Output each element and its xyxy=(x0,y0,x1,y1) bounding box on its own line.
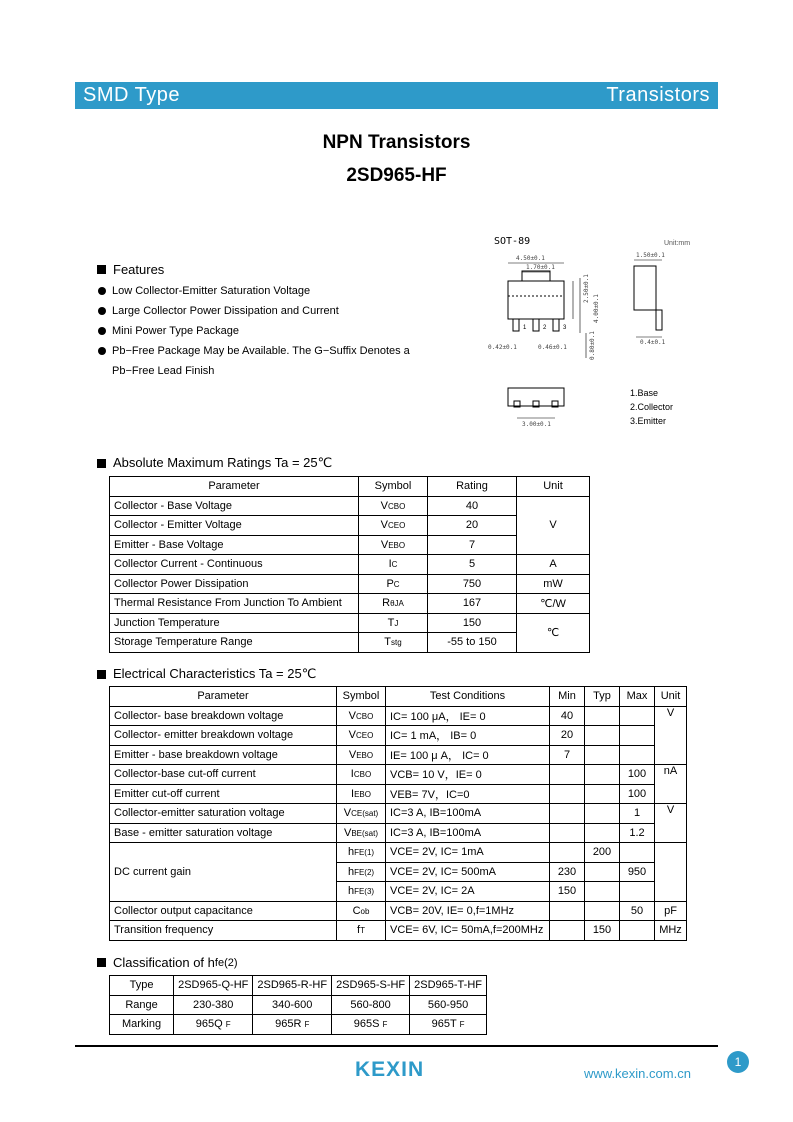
table-header-row: Type 2SD965-Q-HF 2SD965-R-HF 2SD965-S-HF 2SD965-T-HF xyxy=(110,976,487,996)
pin-list xyxy=(630,386,673,428)
table-row: Collector Current - Continuous IC 5 A xyxy=(110,555,590,575)
kexin-logo: KEXIN xyxy=(355,1058,425,1081)
bullet-square-icon xyxy=(97,670,106,679)
table-row: Marking 965Q F 965R F 965S F 965T F xyxy=(110,1015,487,1035)
elec-heading: Electrical Characteristics Ta = 25℃ xyxy=(97,666,316,682)
dim-width: 4.50±0.1 xyxy=(516,255,545,262)
lead-3 xyxy=(553,319,559,331)
dim-pitch: 3.00±0.1 xyxy=(522,421,551,428)
header-right: Transistors xyxy=(606,84,710,106)
dim-side-top: 1.50±0.1 xyxy=(636,252,665,259)
table-row: Emitter - Base Voltage VEBO 7 xyxy=(110,535,590,555)
table-header-row: Parameter Symbol Rating Unit xyxy=(110,477,590,497)
table-row: Range 230-380 340-600 560-800 560-950 xyxy=(110,995,487,1015)
bullet-dot-icon xyxy=(98,287,106,295)
title-line1: NPN Transistors xyxy=(322,132,471,153)
table-row: Collector-emitter saturation voltage VCE(sat) IC=3 A, IB=100mA 1 V xyxy=(110,804,687,824)
classification-heading: Classification of h fe(2) xyxy=(97,955,238,970)
table-row: Base - emitter saturation voltage VBE(sat) IC=3 A, IB=100mA 1.2 xyxy=(110,823,687,843)
pin-2: 2.Collector xyxy=(630,402,674,412)
package-name: SOT-89 xyxy=(494,236,531,247)
abs-max-table xyxy=(109,476,590,653)
bullet-square-icon xyxy=(97,265,106,274)
package-unit: Unit:mm xyxy=(664,240,691,247)
bullet-dot-icon xyxy=(98,327,106,335)
dim-lead-w: 0.42±0.1 xyxy=(488,344,517,351)
table-header-row: Parameter Symbol Test Conditions Min Typ Max Unit xyxy=(110,687,687,707)
lead-2 xyxy=(533,319,539,331)
pin-number-3: 3 xyxy=(563,325,567,331)
feature-continuation: Pb−Free Lead Finish xyxy=(112,365,215,377)
dim-tab: 1.70±0.1 xyxy=(526,264,555,271)
bullet-dot-icon xyxy=(98,347,106,355)
feature-item: Mini Power Type Package xyxy=(98,325,239,337)
table-row: Collector - Base Voltage VCBO 40 V xyxy=(110,496,590,516)
table-row: Collector Power Dissipation PC 750 mW xyxy=(110,574,590,594)
bullet-dot-icon xyxy=(98,307,106,315)
classification-table xyxy=(109,975,487,1035)
package-body xyxy=(508,281,564,319)
table-row: Transition frequency fT VCE= 6V, IC= 50mA,f=200MHz 150 MHz xyxy=(110,921,687,941)
dim-body-h: 2.50±0.1 xyxy=(583,274,590,303)
header-bar xyxy=(75,82,718,109)
table-row: Collector output capacitance Cob VCB= 20V, IE= 0,f=1MHz 50 pF xyxy=(110,901,687,921)
bullet-square-icon xyxy=(97,958,106,967)
dim-lead-len: 0.80±0.1 xyxy=(589,331,596,360)
table-row: Storage Temperature Range Tstg -55 to 150 xyxy=(110,633,590,653)
dim-lead-mid: 0.46±0.1 xyxy=(538,344,567,351)
pin-3: 3.Emitter xyxy=(630,416,667,426)
table-row: Collector-base cut-off current ICBO VCB= 10 V，IE= 0 100 nA xyxy=(110,765,687,785)
bullet-square-icon xyxy=(97,459,106,468)
lead-1 xyxy=(513,319,519,331)
table-row: Emitter cut-off current IEBO VEB= 7V，IC=0 100 xyxy=(110,784,687,804)
title-line2: 2SD965-HF xyxy=(346,165,447,186)
table-row: Collector- base breakdown voltage VCBO IC= 100 μA， IE= 0 40 V xyxy=(110,706,687,726)
dim-total-h: 4.00±0.1 xyxy=(593,294,600,323)
package-tab xyxy=(522,271,550,281)
feature-item: Low Collector-Emitter Saturation Voltage xyxy=(98,285,310,297)
pin-number-2: 2 xyxy=(543,325,547,331)
footer-divider xyxy=(75,1045,718,1047)
footer-url[interactable]: www.kexin.com.cn xyxy=(584,1066,691,1081)
feature-item: Large Collector Power Dissipation and Current xyxy=(98,305,339,317)
table-row: Emitter - base breakdown voltage VEBO IE= 100 μ A， IC= 0 7 xyxy=(110,745,687,765)
header-left: SMD Type xyxy=(83,84,180,106)
table-row: Junction Temperature TJ 150 ℃ xyxy=(110,613,590,633)
pin-number-1: 1 xyxy=(523,325,527,331)
dim-side-lead: 0.4±0.1 xyxy=(640,339,666,346)
table-row: hFE(2) VCE= 2V, IC= 500mA 230 950 xyxy=(110,862,687,882)
table-row: DC current gain hFE(1) VCE= 2V, IC= 1mA 200 xyxy=(110,843,687,863)
table-row: Thermal Resistance From Junction To Ambient RθJA 167 ℃/W xyxy=(110,594,590,614)
table-row: hFE(3) VCE= 2V, IC= 2A 150 xyxy=(110,882,687,902)
features-heading-text: Features xyxy=(113,262,165,277)
feature-item: Pb−Free Package May be Available. The G−Suffix Denotes a xyxy=(98,345,410,357)
table-row: Collector- emitter breakdown voltage VCEO IC= 1 mA， IB= 0 20 xyxy=(110,726,687,746)
table-row: Collector - Emitter Voltage VCEO 20 xyxy=(110,516,590,536)
pin-1: 1.Base xyxy=(630,388,659,398)
elec-table xyxy=(109,686,687,941)
abs-max-heading: Absolute Maximum Ratings Ta = 25℃ xyxy=(97,455,332,471)
features-heading xyxy=(97,262,164,277)
page-number: 1 xyxy=(727,1051,749,1073)
